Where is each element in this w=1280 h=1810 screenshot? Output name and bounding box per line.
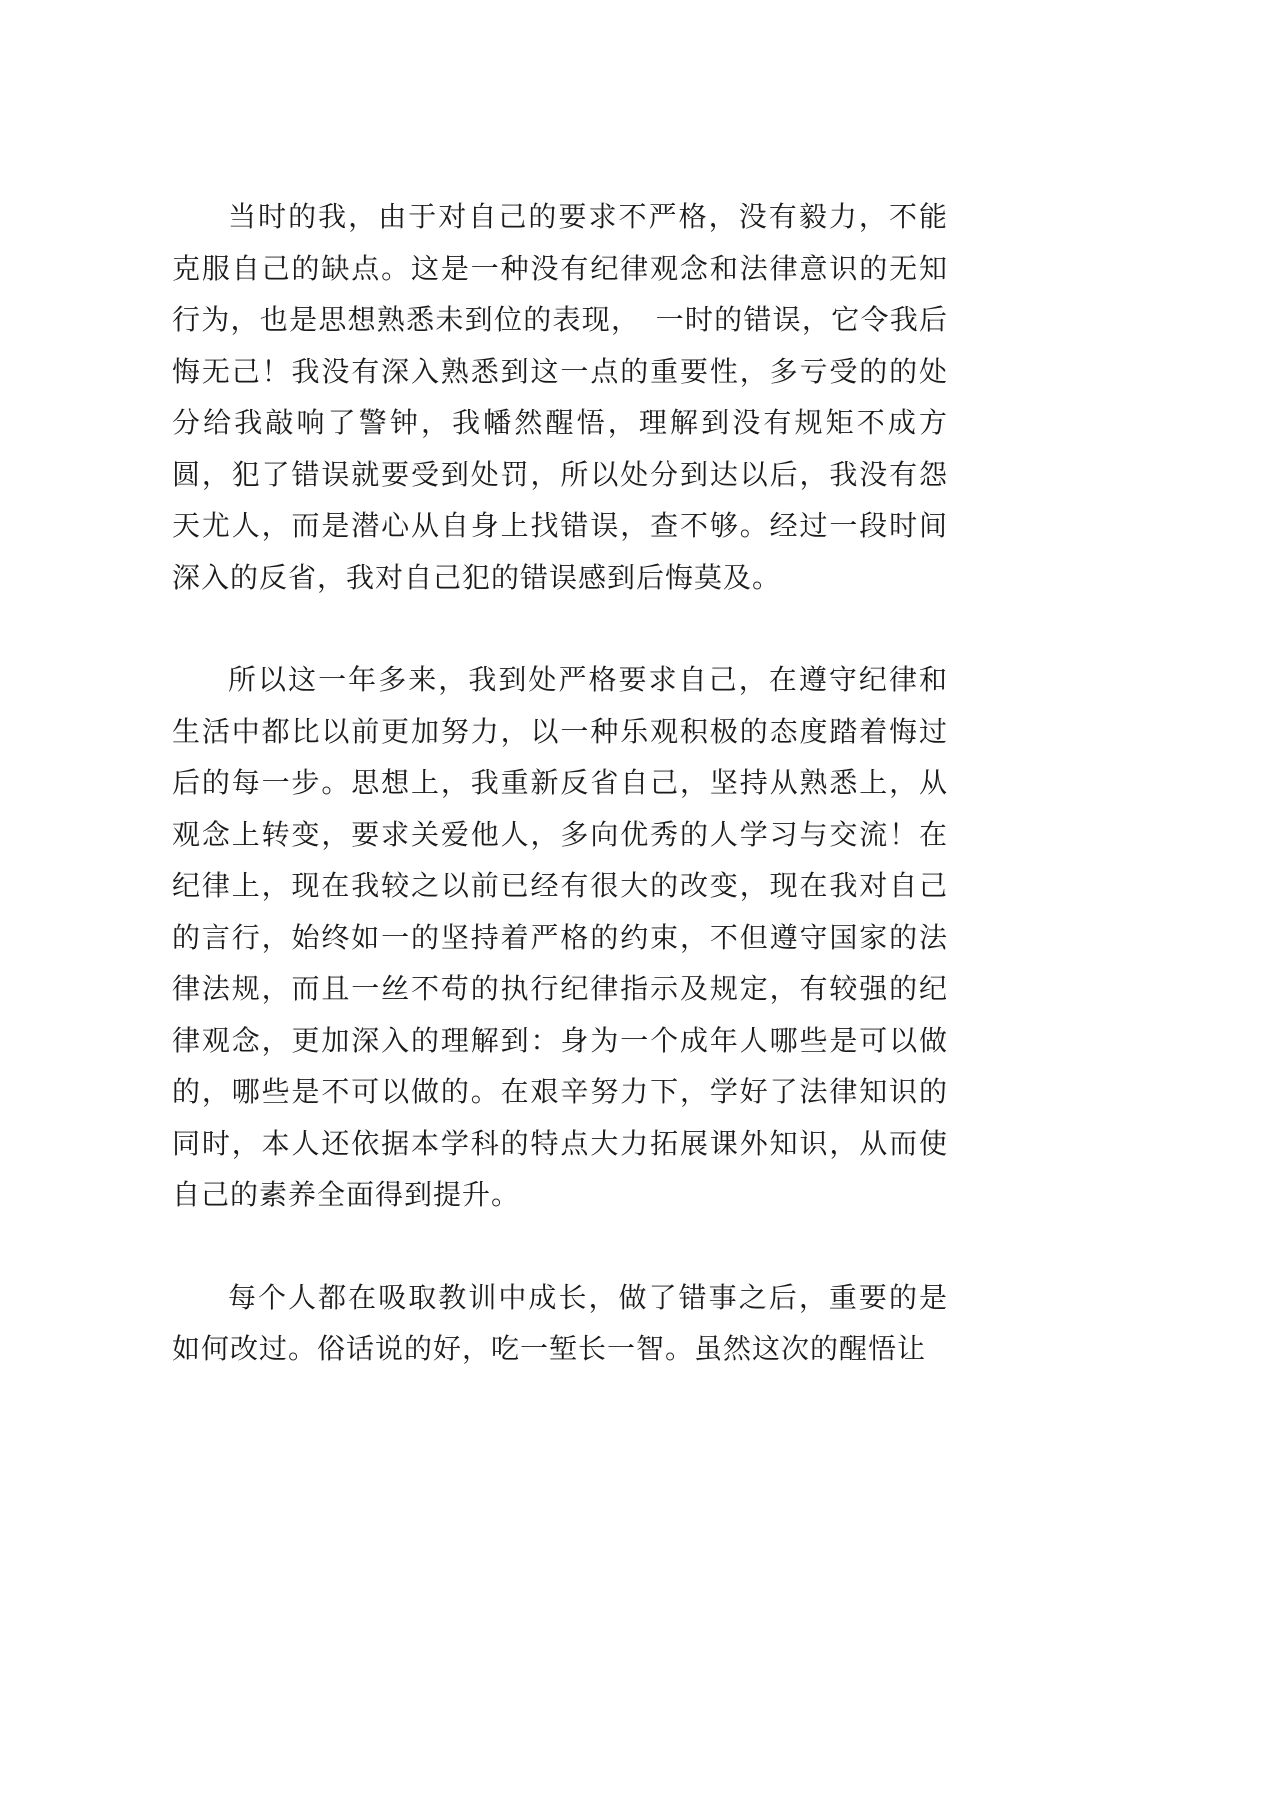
paragraph-improvement: 所以这一年多来，我到处严格要求自己，在遵守纪律和生活中都比以前更加努力，以一种乐观积极的态度踏着悔过后的每一步。思想上，我重新反省自己，坚持从熟悉上，从观念上转变，要求关爱他人，多向优秀的人学习与交流！在纪律上，现在我较之以前已经有很大的改变，现在我对自己的言行，始终如一的坚持着严格的约束，不但遵守国家的法律法规，而且一丝不苟的执行纪律指示及规定，有较强的纪律观念，更加深入的理解到：身为一个成年人哪些是可以做的，哪些是不可以做的。在艰辛努力下，学好了法律知识的同时，本人还依据本学科的特点大力拓展课外知识，从而使自己的素养全面得到提升。 [172,663,948,1211]
paragraph-lesson: 每个人都在吸取教训中成长，做了错事之后，重要的是如何改过。俗话说的好，吃一堑长一智。虽然这次的醒悟让 [172,1280,948,1365]
document-body [172,191,948,1375]
paragraph-reflection: 当时的我，由于对自己的要求不严格，没有毅力，不能克服自己的缺点。这是一种没有纪律观念和法律意识的无知行为，也是思想熟悉未到位的表现， 一时的错误，它令我后悔无己！我没有深入熟悉到这一点的重要性，多亏受的的处分给我敲响了警钟，我幡然醒悟，理解到没有规矩不成方圆，犯了错误就要受到处罚，所以处分到达以后，我没有怨天尤人，而是潜心从自身上找错误，查不够。经过一段时间深入的反省，我对自己犯的错误感到后悔莫及。 [172,200,948,594]
